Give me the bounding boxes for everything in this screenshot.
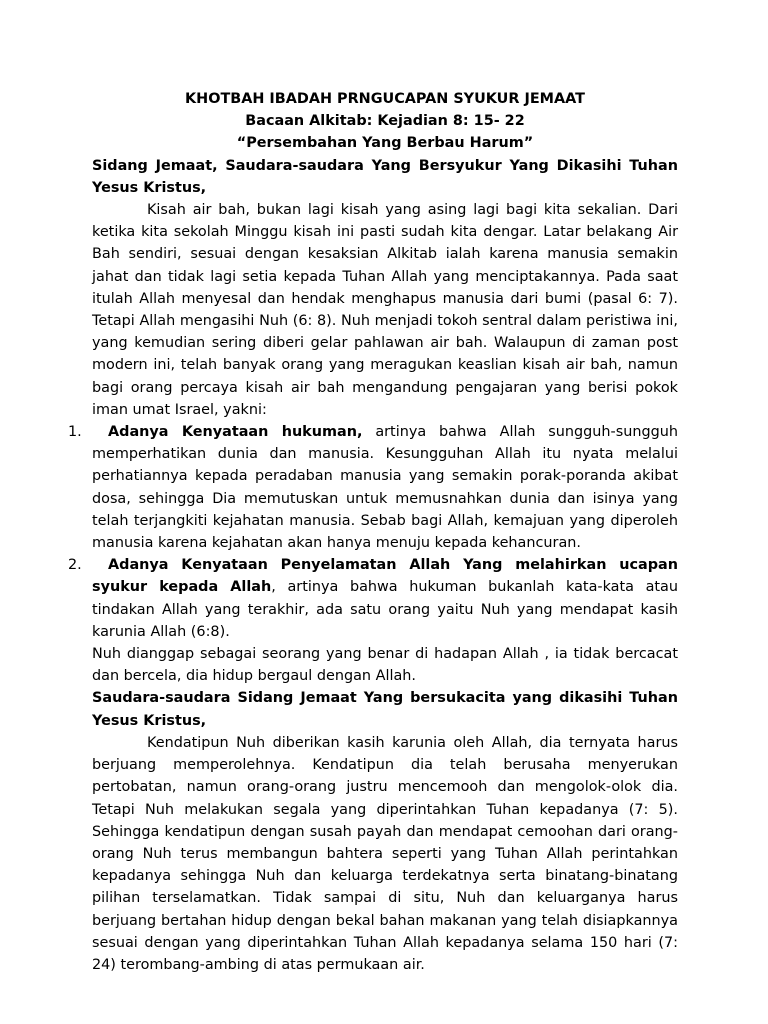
list-body-1 [92,421,678,554]
list-text-1: artinya bahwa Allah sungguh-sungguh memperhatikan dunia dan manusia. Kesungguhan Allah itu nyata melalui perhatiannya kepada peradaban manusia yang semakin porak-poranda akibat dosa, sehingga Dia memutuskan untuk memusnahkan dunia dan isinya yang telah terjangkiti kejahatan manusia. Sebab bagi Allah, kemajuan yang diperoleh manusia karena kejahatan akan hanya menuju kepada kehancuran. [92,424,678,552]
list-number-1: 1. [68,424,82,441]
list-body-2 [92,554,678,643]
intro-paragraph: Kisah air bah, bukan lagi kisah yang asing lagi bagi kita sekalian. Dari ketika kita sekolah Minggu kisah ini pasti sudah kita dengar. Latar belakang Air Bah sendiri, sesuai dengan kesaksian Alkitab ialah karena manusia semakin jahat dan tidak lagi setia kepada Tuhan Allah yang menciptakannya. Pada saat itulah Allah menyesal dan hendak menghapus manusia dari bumi (pasal 6: 7). Tetapi Allah mengasihi Nuh (6: 8). Nuh menjadi tokoh sentral dalam peristiwa ini, yang kemudian sering diberi gelar pahlawan air bah. Walaupun di zaman post modern ini, telah banyak orang yang meragukan keaslian kisah air bah, namun bagi orang percaya kisah air bah mengandung pengajaran yang berisi pokok iman umat Israel, yakni: [92,202,678,418]
list-extra-2: Nuh dianggap sebagai seorang yang benar di hadapan Allah , ia tidak bercacat dan bercela, dia hidup bergaul dengan Allah. [92,646,678,685]
greeting-second: Saudara-saudara Sidang Jemaat Yang bersukacita yang dikasihi Tuhan Yesus Kristus, [92,690,678,729]
list-heading-2: Adanya Kenyataan Penyelamatan Allah Yang melahirkan ucapan syukur kepada Allah [92,557,678,596]
list-item-1 [68,421,678,554]
greeting-first: Sidang Jemaat, Saudara-saudara Yang Bersyukur Yang Dikasihi Tuhan Yesus Kristus, [92,157,678,196]
list-item-2 [68,554,678,687]
scripture-reading: Bacaan Alkitab: Kejadian 8: 15- 22 [245,113,525,130]
sermon-title: KHOTBAH IBADAH PRNGUCAPAN SYUKUR JEMAAT [185,91,585,107]
sermon-theme: “Persembahan Yang Berbau Harum” [236,135,534,152]
body-paragraph: Kendatipun Nuh diberikan kasih karunia oleh Allah, dia ternyata harus berjuang memperolehnya. Kendatipun dia telah berusaha menyerukan pertobatan, namun orang-orang justru mencemooh dan mengolok-olok dia. Tetapi Nuh melakukan segala yang diperintahkan Tuhan kepadanya (7: 5). Sehingga kendatipun dengan susah payah dan mendapat cemoohan dari orang-orang Nuh terus membangun bahtera seperti yang Tuhan Allah perintahkan kepadanya sehingga Nuh dan keluarga terdekatnya serta binatang-binatang pilihan terselamatkan. Tidak sampai di situ, Nuh dan keluarganya harus berjuang bertahan hidup dengan bekal bahan makanan yang telah disiapkannya sesuai dengan yang diperintahkan Tuhan Allah kepadanya selama 150 hari (7: 24) terombang-ambing di atas permukaan air. [92,734,678,973]
list-number-2: 2. [68,557,82,574]
list-heading-1: Adanya Kenyataan hukuman, [108,424,363,441]
list-text-2: , artinya bahwa hukuman bukanlah kata-kata atau tindakan Allah yang terakhir, ada satu orang yaitu Nuh yang mendapat kasih karunia Allah (6:8). [92,579,678,640]
